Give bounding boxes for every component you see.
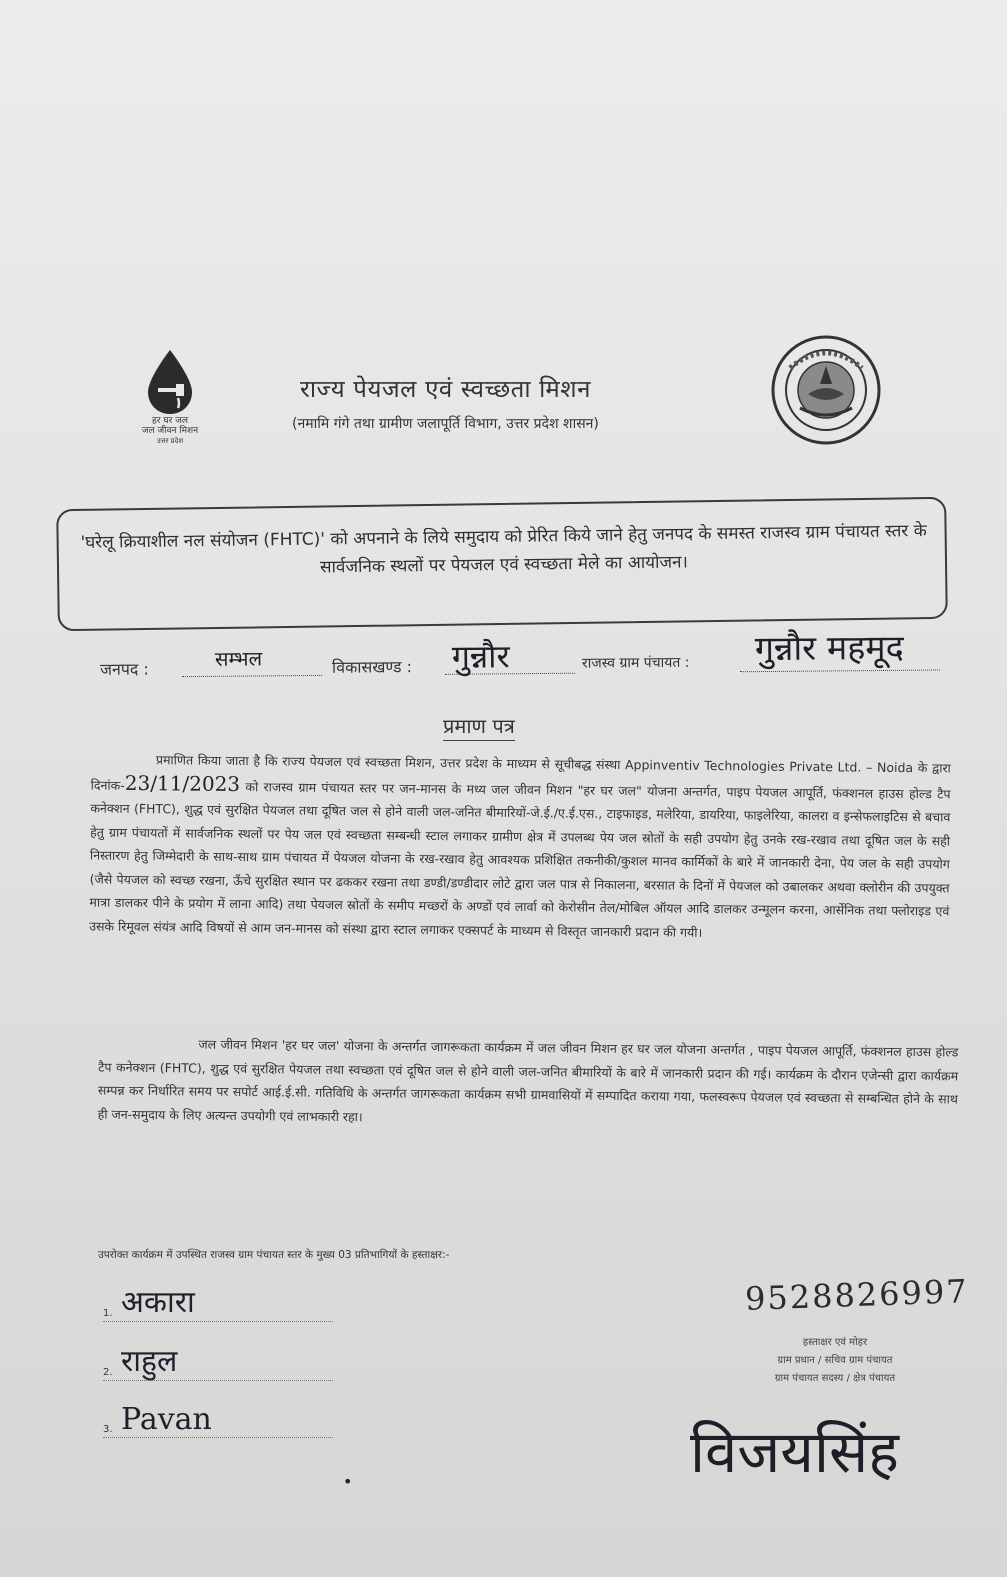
signatory-label-2: ग्राम प्रधान / सचिव ग्राम पंचायत <box>777 1355 893 1366</box>
participant-number: 3. <box>103 1424 113 1435</box>
district-label: जनपद : <box>99 659 149 679</box>
har-ghar-jal-logo <box>130 348 210 453</box>
panchayat-value: गुन्नौर महमूद <box>754 627 904 670</box>
block-value: गुन्नौर <box>451 637 510 676</box>
block-label: विकासखण्ड : <box>331 657 413 677</box>
participant-number: 2. <box>103 1367 113 1378</box>
participant-signature-1 <box>103 1285 333 1322</box>
district-value: सम्भल <box>214 646 263 671</box>
certificate-paragraph-1 <box>89 748 951 947</box>
signatory-label-3: ग्राम पंचायत सदस्य / क्षेत्र पंचायत <box>774 1373 896 1384</box>
paragraph-1-part-a: प्रमाणित किया जाता है कि राज्य पेयजल एवं स्वच्छता मिशन, उत्तर प्रदेश के माध्यम से सूचीबद्ध संस्था Appinventiv Technologies Private Ltd. – Noida के द्वारा दिनांक- <box>90 752 951 793</box>
participants-intro: उपरोक्त कार्यक्रम में उपस्थित राजस्व ग्राम पंचायत स्तर के मुख्य 03 प्रतिभागियों के हस्ताक्षर:- <box>98 1249 450 1261</box>
logo-text-line1: हर घर जल <box>152 416 188 426</box>
page-title: राज्य पेयजल एवं स्वच्छता मिशन <box>300 375 591 403</box>
water-drop-icon <box>140 348 200 416</box>
logo-text-line2: जल जीवन मिशन <box>141 426 199 436</box>
subject-text: 'घरेलू क्रियाशील नल संयोजन (FHTC)' को अपनाने के लिये समुदाय को प्रेरित किये जाने हेतु जनपद के समस्त राजस्व ग्राम पंचायत स्तर के सार्वजनिक स्थलों पर पेयजल एवं स्वच्छता मेले का आयोजन। <box>80 521 927 578</box>
certificate-paragraph-2: जल जीवन मिशन 'हर घर जल' योजना के अन्तर्गत जागरूकता कार्यक्रम में जल जीवन मिशन हर घर जल योजना अन्तर्गत , पाइप पेयजल आपूर्ति, फंक्शनल हाउस होल्ड टैप कनेक्शन (FHTC), शुद्ध एवं सुरक्षित पेयजल तथा स्वच्छता एवं दूषित जल से होने वाली जल-जनित बीमारियों के बारे में जानकारी प्रदान की गई। कार्यक्रम के दौरान एजेन्सी द्वारा कार्यक्रम सम्पन्न कर निर्धारित समय पर सपोर्ट आई.ई.सी. गतिविधि के अन्तर्गत जागरूकता कार्यक्रम सभी ग्रामवासियों में सम्पादित कराया गया, फलस्वरूप पेयजल एवं स्वच्छता से सम्बन्धित होने के साथ ही जन-समुदाय के लिए अत्यन्त उपयोगी एवं लाभकारी रहा। <box>97 1036 959 1124</box>
event-date: 23/11/2023 <box>124 770 241 796</box>
phone-number: 9528826997 <box>744 1272 970 1318</box>
participant-signature-2 <box>103 1344 333 1381</box>
signatory-labels <box>715 1334 955 1388</box>
location-fields <box>99 627 980 694</box>
authority-signature: विजयसिंह <box>690 1418 899 1486</box>
participant-signature: राहुल <box>121 1344 178 1379</box>
ink-mark: • <box>343 1472 353 1491</box>
district-line <box>182 674 322 677</box>
page-subtitle: (नमामि गंगे तथा ग्रामीण जलापूर्ति विभाग, उत्तर प्रदेश शासन) <box>292 416 599 432</box>
logo-text-line3: उत्तर प्रदेश <box>156 437 184 445</box>
participant-signature: अकारा <box>121 1285 195 1320</box>
participant-number: 1. <box>103 1308 113 1319</box>
signatory-label-1: हस्ताक्षर एवं मोहर <box>802 1337 868 1348</box>
paragraph-1-part-b: को राजस्व ग्राम पंचायत स्तर पर जन-मानस के मध्य जल जीवन मिशन "हर घर जल" योजना अन्तर्गत, पाइप पेयजल आपूर्ति, फंक्शनल हाउस होल्ड टैप कनेक्शन (FHTC), शुद्ध एवं सुरक्षित पेयजल तथा दूषित जल से होने वाली जल-जनित बीमारियों-जे.ई./ए.ई.एस., टाइफाइड, मलेरिया, डायरिया, फाइलेरिया, कालरा व इन्सेफलाइटिस से बचाव हेतु ग्राम पंचायतों में सार्वजनिक स्थलों पर पेय जल एवं स्वच्छता सम्बन्धी स्टाल लगाकर ग्रामीण क्षेत्र में उपलब्ध पेय जल स्रोतों के सही उपयोग हेतु उनके रख-रखाव तथा दूषित जल के सही निस्तारण हेतु जिम्मेदारी के साथ-साथ ग्राम पंचायत में पेयजल योजना के रख-रखाव हेतु आवश्यक प्रशिक्षित तकनीकी/कुशल मानव कार्मिकों के बारे में जानकारी देना, पेय जल के सही उपयोग (जैसे पेयजल को स्वच्छ रखना, ऊँचे सुरक्षित स्थान पर ढककर रखना तथा डण्डी/डण्डीदार लोटे द्वारा जल पात्र से निकालना, बरसात के दिनों में पेयजल को उबालकर अथवा क्लोरीन की उपयुक्त मात्रा डालकर पीने के प्रयोग में लाना आदि) तथा पेयजल स्रोतों के समीप मच्छरों के अण्डों एवं लार्वा को केरोसीन तेल/मोबिल ऑयल आदि डालकर उन्मूलन करना, आर्सेनिक तथा फ्लोराइड एवं उसके रिमूवल संयंत्र आदि विषयों से आम जन-मानस को संस्था द्वारा स्टाल लगाकर एक्सपर्ट के माध्यम से विस्तृत जानकारी प्रदान की गयी। <box>89 778 951 940</box>
participant-signature: Pavan <box>121 1402 212 1437</box>
subject-box <box>56 497 948 631</box>
panchayat-label: राजस्व ग्राम पंचायत : <box>581 654 690 672</box>
up-government-seal-icon <box>770 334 882 446</box>
participant-signature-3 <box>103 1401 333 1438</box>
certificate-heading: प्रमाण पत्र <box>443 712 515 741</box>
